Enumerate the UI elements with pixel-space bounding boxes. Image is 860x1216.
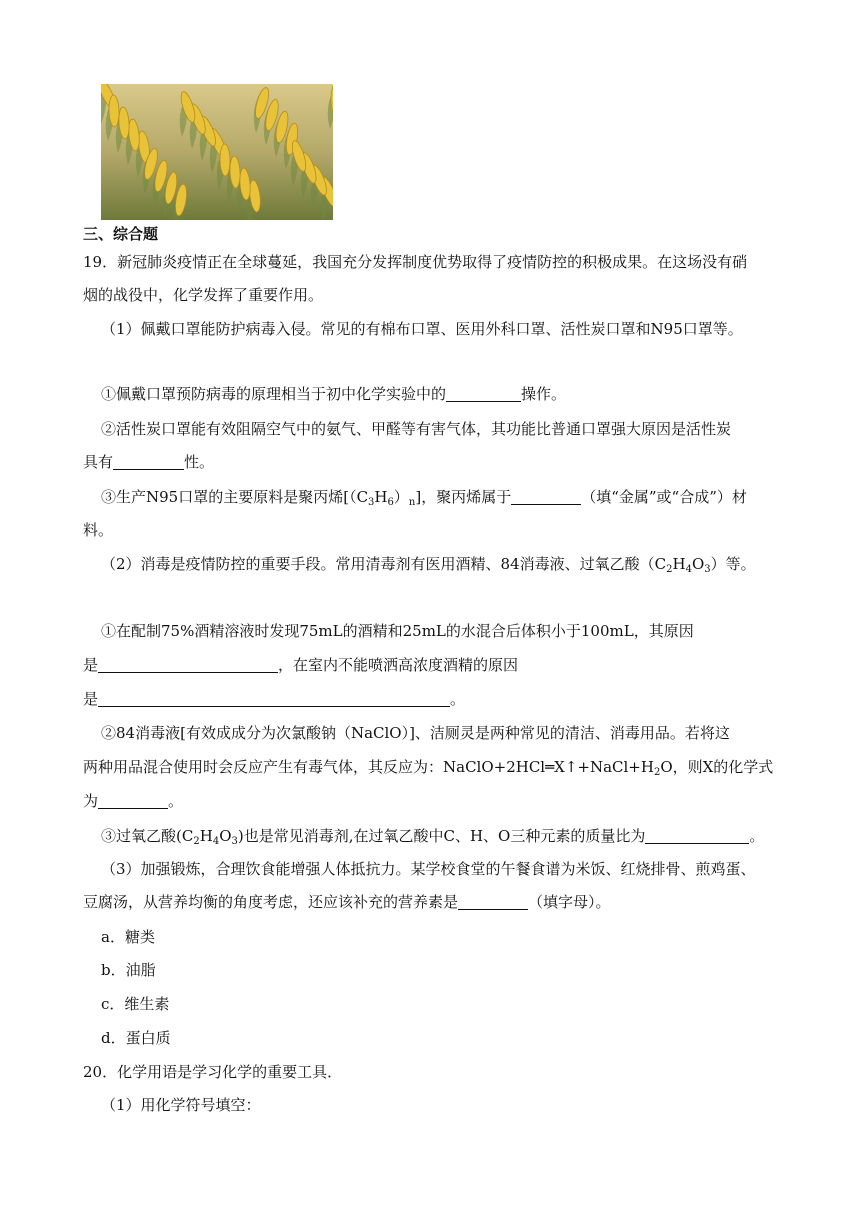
q19-part2-item2-line2: 两种用品混合使用时会反应产生有毒气体，其反应为：$NaClO+2HCl═X↑+NaCl+H_2O$，则X的化学式 (83, 758, 774, 778)
answer-blank[interactable] (98, 689, 450, 707)
q19-part2-item1-line2: 是 ，在室内不能喷洒高浓度酒精的原因 (83, 656, 519, 674)
q19-part1-item3-end: 料。 (83, 521, 114, 539)
answer-blank[interactable] (645, 826, 749, 844)
answer-blank[interactable] (98, 655, 278, 673)
q19-part2-item2-line3: 为 。 (83, 792, 184, 810)
q20-intro: 20．化学用语是学习化学的重要工具． (83, 1063, 343, 1081)
answer-blank[interactable] (98, 791, 168, 809)
q19-part1-item2-line2: 具有 性。 (83, 453, 215, 471)
q20-part1: （1）用化学符号填空： (101, 1096, 261, 1114)
answer-blank[interactable] (511, 487, 581, 505)
q19-intro-line2: 烟的战役中，化学发挥了重要作用。 (83, 286, 324, 304)
corn-field-photo (101, 84, 333, 220)
option-b[interactable]: b．油脂 (101, 961, 156, 979)
q19-part2: （2）消毒是疫情防控的重要手段。常用清毒剂有医用酒精、84消毒液、过氧乙酸$(C_2H_4O_3)$等。 (101, 555, 756, 575)
q19-part1: （1）佩戴口罩能防护病毒入侵。常见的有棉布口罩、医用外科口罩、活性炭口罩和N95口罩等。 (101, 320, 743, 338)
q19-part1-item3: ③生产N95口罩的主要原料是聚丙烯$[(C_3H_6)_n]$，聚丙烯属于 （填“金属”或“合成”）材 (101, 488, 747, 508)
q19-part2-item1-line1: ①在配制75%酒精溶液时发现75mL的酒精和25mL的水混合后体积小于100mL，其原因 (101, 622, 694, 640)
q19-part1-item1: ①佩戴口罩预防病毒的原理相当于初中化学实验中的 操作。 (101, 385, 567, 403)
corn-cob (220, 144, 231, 176)
q19-part2-item2-line1: ②84消毒液[有效成成分为次氯酸钠（NaClO）]、洁厕灵是两种常见的清洁、消毒用品。若将这 (101, 724, 730, 742)
q19-intro-line1: 19．新冠肺炎疫情正在全球蔓延，我国充分发挥制度优势取得了疫情防控的积极成果。在这场没有硝 (83, 253, 748, 271)
q19-part2-item1-line3: 是 。 (83, 690, 466, 708)
section-heading: 三、综合题 (83, 225, 159, 243)
answer-blank[interactable] (446, 384, 521, 402)
q19-part2-item3: ③过氧乙酸$(C_2H_4O_3)$也是常见消毒剂,在过氧乙酸中C、H、O三种元素的质量比为 。 (101, 827, 765, 847)
answer-blank[interactable] (113, 452, 184, 470)
q19-part3-line1: （3）加强锻炼，合理饮食能增强人体抵抗力。某学校食堂的午餐食谱为米饭、红烧排骨、煎鸡蛋、 (101, 860, 756, 878)
option-d[interactable]: d．蛋白质 (101, 1029, 171, 1047)
option-a[interactable]: a．糖类 (101, 928, 155, 946)
q19-part1-item2-line1: ②活性炭口罩能有效阻隔空气中的氨气、甲醛等有害气体，其功能比普通口罩强大原因是活性炭 (101, 420, 732, 438)
q19-part3-line2: 豆腐汤，从营养均衡的角度考虑，还应该补充的营养素是 （填字母）。 (83, 893, 611, 911)
option-c[interactable]: c．维生素 (101, 995, 170, 1013)
answer-blank[interactable] (458, 892, 528, 910)
